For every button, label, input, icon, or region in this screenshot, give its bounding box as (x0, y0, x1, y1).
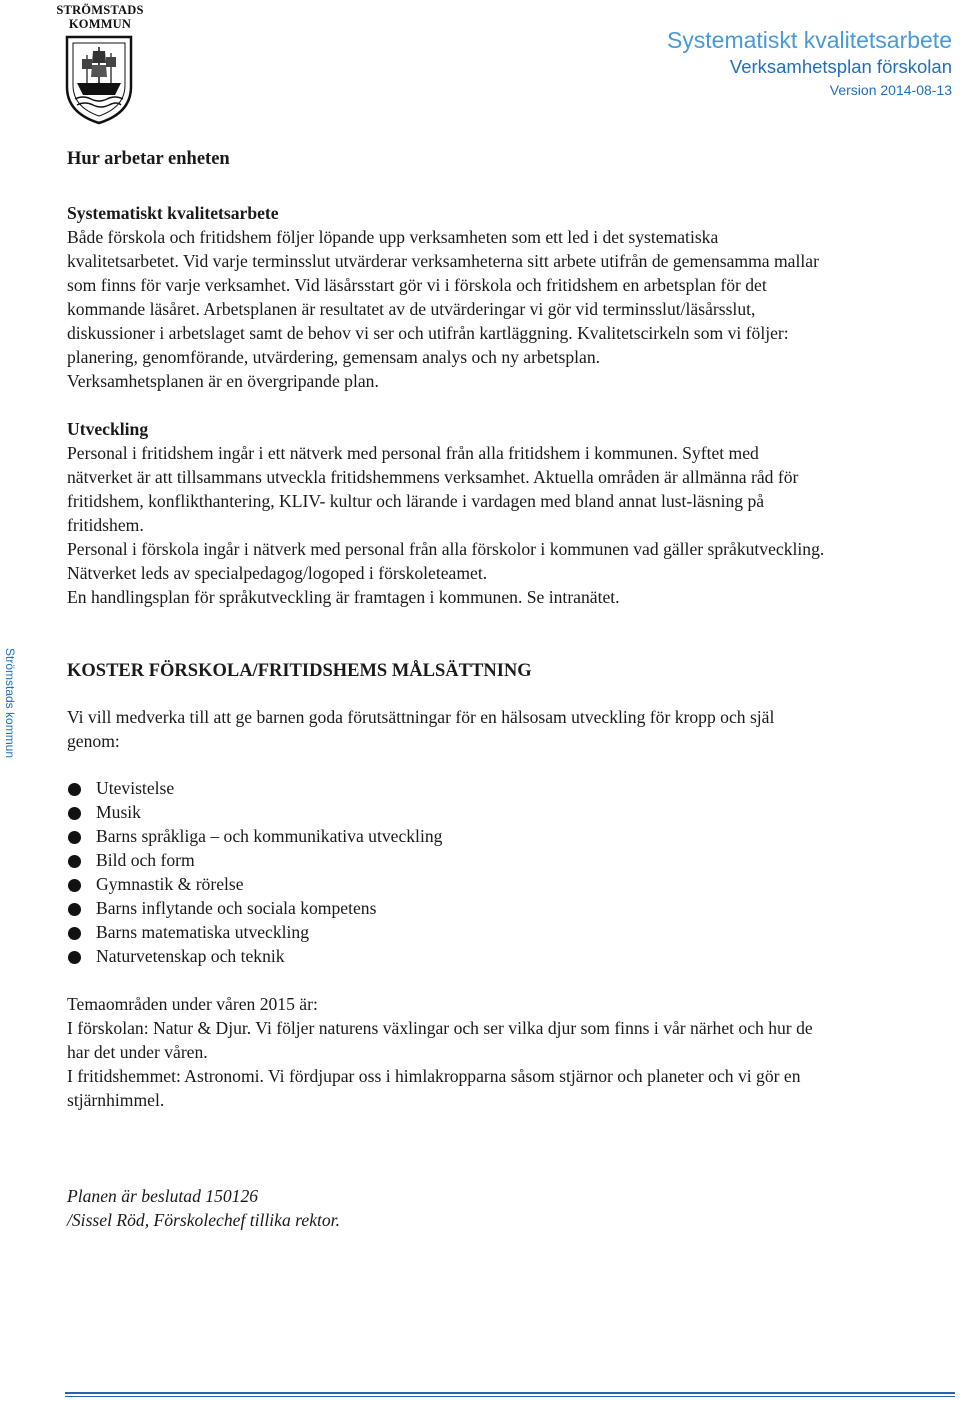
side-label (3, 648, 17, 759)
footer-rule (65, 1392, 955, 1395)
tema-line: Temaområden under våren 2015 är: (67, 994, 318, 1014)
logo-line-2: KOMMUN (68, 17, 132, 31)
list-item (67, 848, 952, 872)
koster-heading: KOSTER FÖRSKOLA/FRITIDSHEMS MÅLSÄTTNING (67, 661, 532, 681)
sk-heading: Systematiskt kvalitetsarbete (67, 203, 279, 223)
sk-line: Både förskola och fritidshem följer löpande upp verksamheten som ett led i det systematiska (67, 227, 719, 247)
bullet-icon (68, 783, 81, 796)
goal-text: Gymnastik & rörelse (96, 874, 244, 894)
list-item (67, 824, 952, 848)
sk-line: planering, genomförande, utvärdering, gemensam analys och ny arbetsplan. (67, 347, 601, 367)
goal-text: Musik (96, 802, 141, 822)
goal-text: Utevistelse (96, 778, 175, 798)
goal-text: Naturvetenskap och teknik (96, 946, 285, 966)
utv-heading: Utveckling (67, 419, 149, 439)
side-label-text: Strömstads kommun (3, 648, 17, 759)
municipality-logo (55, 3, 145, 125)
list-item (67, 776, 952, 800)
tema-line: stjärnhimmel. (67, 1090, 165, 1110)
tema-line: har det under våren. (67, 1042, 208, 1062)
list-item (67, 944, 952, 968)
bullet-icon (68, 879, 81, 892)
signature-line: Planen är beslutad 150126 (67, 1186, 259, 1206)
document-header (667, 25, 952, 101)
bullet-icon (68, 807, 81, 820)
sk-line: kommande läsåret. Arbetsplanen är resultatet av de utvärderingar vi gör vid terminsslut/läsårsslut, (67, 299, 756, 319)
header-title: Systematiskt kvalitetsarbete (666, 27, 952, 53)
sk-line: diskussioner i arbetslaget samt de behov vi ser och utifrån kartläggning. Kvalitetscirkeln som vi följer: (67, 323, 789, 343)
document-body (67, 145, 952, 1232)
sk-line: som finns för varje verksamhet. Vid läsårsstart gör vi i förskola och fritidshem en arbetsplan för det (67, 275, 767, 295)
tema-line: I fritidshemmet: Astronomi. Vi fördjupar oss i himlakropparna såsom stjärnor och planeter och vi gör en (67, 1066, 801, 1086)
bullet-icon (68, 831, 81, 844)
header-subtitle: Verksamhetsplan förskolan (729, 56, 952, 77)
sk-line: Verksamhetsplanen är en övergripande plan. (67, 371, 379, 391)
logo-line-1: STRÖMSTADS (56, 3, 144, 17)
bullet-icon (68, 951, 81, 964)
footer-rule-thin (65, 1396, 955, 1398)
bullet-icon (68, 855, 81, 868)
bullet-icon (68, 903, 81, 916)
utv-line: Nätverket leds av specialpedagog/logoped i förskoleteamet. (67, 563, 488, 583)
utv-line: Personal i förskola ingår i nätverk med personal från alla förskolor i kommunen vad gäller språkutveckling. (67, 539, 825, 559)
utv-line: fritidshem. (67, 515, 144, 535)
goal-text: Barns inflytande och sociala kompetens (96, 898, 377, 918)
koster-intro-line: genom: (67, 731, 120, 751)
list-item (67, 872, 952, 896)
list-item (67, 896, 952, 920)
ship-coat-of-arms-icon (63, 35, 135, 125)
signature-line: /Sissel Röd, Förskolechef tillika rektor. (67, 1210, 340, 1230)
utv-line: En handlingsplan för språkutveckling är framtagen i kommunen. Se intranätet. (67, 587, 620, 607)
utv-line: nätverket är att tillsammans utveckla fritidshemmens verksamhet. Aktuella områden är allmänna råd för (67, 467, 799, 487)
tema-line: I förskolan: Natur & Djur. Vi följer naturens växlingar och ser vilka djur som finns i vår närhet och hur de (67, 1018, 813, 1038)
header-version: Version 2014-08-13 (829, 82, 952, 98)
main-heading: Hur arbetar enheten (67, 149, 230, 169)
koster-intro-line: Vi vill medverka till att ge barnen goda förutsättningar för en hälsosam utveckling för kropp och själ (67, 707, 775, 727)
bullet-icon (68, 927, 81, 940)
list-item (67, 800, 952, 824)
utv-line: fritidshem, konflikthantering, KLIV- kultur och lärande i vardagen med bland annat lust-läsning på (67, 491, 765, 511)
goal-text: Barns matematiska utveckling (96, 922, 310, 942)
list-item (67, 920, 952, 944)
goals-list (67, 776, 952, 968)
utv-line: Personal i fritidshem ingår i ett nätverk med personal från alla fritidshem i kommunen. Syftet med (67, 443, 759, 463)
sk-line: kvalitetsarbetet. Vid varje terminsslut utvärderar verksamheterna sitt arbete utifrån de gemensamma mallar (67, 251, 819, 271)
goal-text: Bild och form (96, 850, 195, 870)
goal-text: Barns språkliga – och kommunikativa utveckling (96, 826, 443, 846)
